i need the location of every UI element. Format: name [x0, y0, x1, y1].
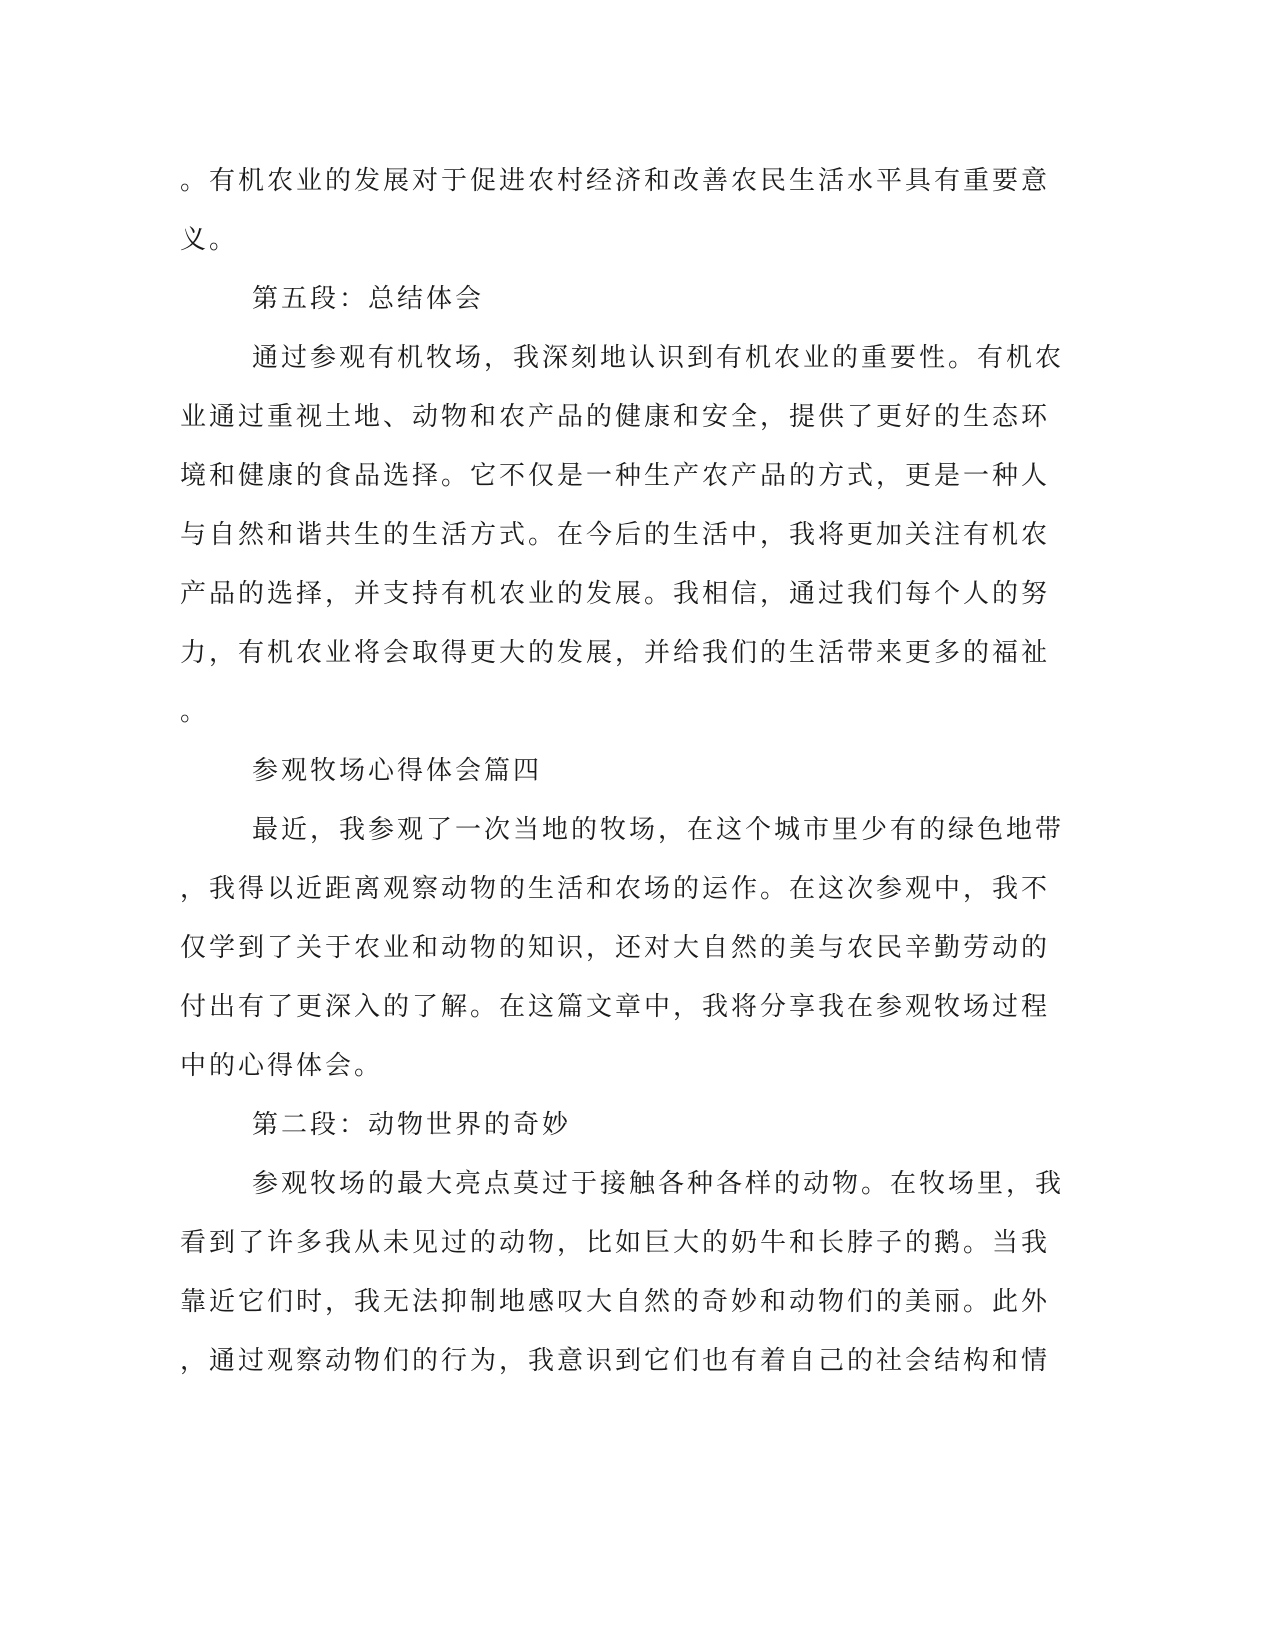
text-line: 靠近它们时，我无法抑制地感叹大自然的奇妙和动物们的美丽。此外 [180, 1287, 1051, 1317]
section-heading: 第五段：总结体会 [252, 284, 485, 314]
article-title: 参观牧场心得体会篇四 [252, 756, 543, 786]
text-line: 看到了许多我从未见过的动物，比如巨大的奶牛和长脖子的鹅。当我 [180, 1228, 1051, 1258]
text-line: ，我得以近距离观察动物的生活和农场的运作。在这次参观中，我不 [180, 874, 1051, 904]
text-line: 付出有了更深入的了解。在这篇文章中，我将分享我在参观牧场过程 [180, 992, 1051, 1022]
text-line: 中的心得体会。 [180, 1051, 384, 1081]
text-line: 业通过重视土地、动物和农产品的健康和安全，提供了更好的生态环 [180, 402, 1051, 432]
text-line: 义。 [180, 225, 239, 255]
text-line: 力，有机农业将会取得更大的发展，并给我们的生活带来更多的福祉 [180, 638, 1051, 668]
text-line: 参观牧场的最大亮点莫过于接触各种各样的动物。在牧场里，我 [252, 1169, 1065, 1199]
text-line: 最近，我参观了一次当地的牧场，在这个城市里少有的绿色地带 [252, 815, 1065, 845]
document-body [180, 152, 1065, 1391]
text-line: 产品的选择，并支持有机农业的发展。我相信，通过我们每个人的努 [180, 579, 1051, 609]
text-line: 境和健康的食品选择。它不仅是一种生产农产品的方式，更是一种人 [180, 461, 1051, 491]
text-line: 仅学到了关于农业和动物的知识，还对大自然的美与农民辛勤劳动的 [180, 933, 1051, 963]
text-line: 。 [180, 697, 210, 727]
text-line: 。有机农业的发展对于促进农村经济和改善农民生活水平具有重要意 [180, 166, 1051, 196]
text-line: 与自然和谐共生的生活方式。在今后的生活中，我将更加关注有机农 [180, 520, 1051, 550]
text-line: 通过参观有机牧场，我深刻地认识到有机农业的重要性。有机农 [252, 343, 1065, 373]
text-line: ，通过观察动物们的行为，我意识到它们也有着自己的社会结构和情 [180, 1346, 1051, 1376]
section-heading: 第二段：动物世界的奇妙 [252, 1110, 572, 1140]
